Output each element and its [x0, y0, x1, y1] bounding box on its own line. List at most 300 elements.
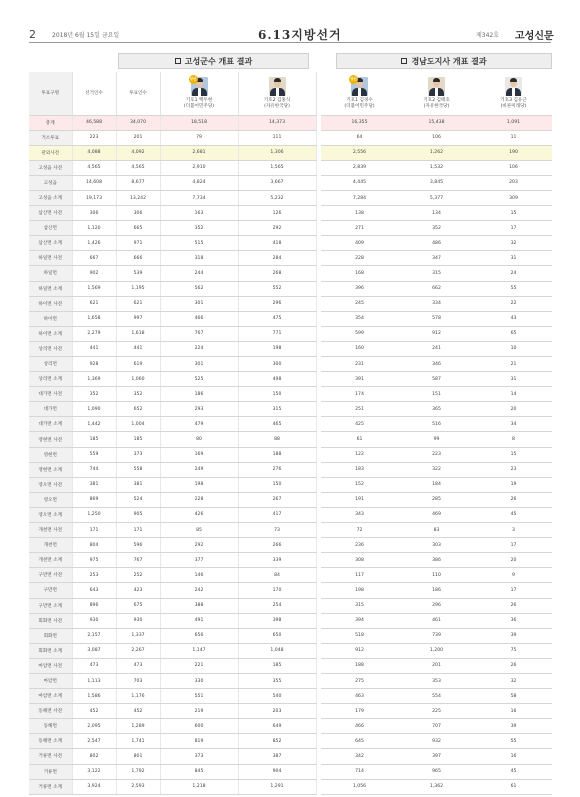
table-row — [29, 311, 316, 326]
table-row — [29, 538, 316, 553]
electors-cell: 441 — [72, 341, 116, 356]
district-cell: 거류면 소계 — [29, 779, 72, 794]
candidate2-votes-cell: 5,232 — [238, 190, 316, 205]
electors-cell: 4,565 — [72, 160, 116, 175]
table-row — [29, 749, 316, 764]
electors-cell: 2,095 — [72, 719, 116, 734]
candidate2-votes-cell: 5,377 — [398, 190, 475, 205]
candidate2-votes-cell: 417 — [238, 507, 316, 522]
candidate2-votes-cell: 14,373 — [238, 115, 316, 130]
candidate2-votes-cell: 461 — [398, 613, 475, 628]
district-cell: 구만면 소계 — [29, 598, 72, 613]
electors-cell: 3,924 — [72, 779, 116, 794]
candidate1-votes-cell: 64 — [321, 130, 398, 145]
candidate1-votes-cell: 394 — [321, 613, 398, 628]
electors-cell: 3,087 — [72, 643, 116, 658]
candidate3-votes-cell: 32 — [475, 236, 552, 251]
candidate2-votes-cell: 1,048 — [238, 643, 316, 658]
electors-cell: 2,279 — [72, 326, 116, 341]
candidate2-votes-cell: 1,306 — [238, 145, 316, 160]
candidate1-votes-cell: 244 — [160, 266, 238, 281]
table-row — [321, 402, 552, 417]
candidate2-votes-cell: 225 — [398, 704, 475, 719]
right-banner — [336, 53, 552, 69]
electors-cell: 1,569 — [72, 281, 116, 296]
table-row — [29, 190, 316, 205]
district-cell: 회화면 — [29, 628, 72, 643]
candidate1-votes-cell: 179 — [321, 704, 398, 719]
candidate2-votes-cell: 285 — [398, 492, 475, 507]
electors-cell: 46,588 — [72, 115, 116, 130]
district-cell: 대가면 소계 — [29, 417, 72, 432]
candidate1-votes-cell: 249 — [160, 462, 238, 477]
table-row — [29, 734, 316, 749]
table-row — [321, 281, 552, 296]
candidate1-votes-cell: 767 — [160, 326, 238, 341]
table-row — [321, 628, 552, 643]
candidate2-votes-cell: 387 — [238, 749, 316, 764]
candidate3-votes-cell: 21 — [475, 357, 552, 372]
candidate2-votes-cell: 266 — [238, 538, 316, 553]
candidate2-votes-cell: 469 — [398, 507, 475, 522]
district-cell: 고성읍 사전 — [29, 160, 72, 175]
candidate3-votes-cell: 58 — [475, 689, 552, 704]
candidate2-votes-cell: 578 — [398, 311, 475, 326]
candidate1-votes-cell: 7,284 — [321, 190, 398, 205]
voters-cell: 1,741 — [116, 734, 160, 749]
electors-cell: 1,090 — [72, 402, 116, 417]
candidate1-votes-cell: 72 — [321, 523, 398, 538]
voters-cell: 596 — [116, 538, 160, 553]
candidate1-votes-cell: 318 — [160, 251, 238, 266]
table-row — [29, 719, 316, 734]
table-row — [29, 130, 316, 145]
candidate2-votes-cell: 186 — [398, 583, 475, 598]
district-cell: 영오면 — [29, 492, 72, 507]
table-row — [29, 447, 316, 462]
candidate1-votes-cell: 426 — [160, 507, 238, 522]
candidate2-votes-cell: 201 — [398, 658, 475, 673]
table-row — [29, 689, 316, 704]
candidate2-votes-cell: 111 — [238, 130, 316, 145]
candidate1-votes-cell: 599 — [321, 326, 398, 341]
voters-cell: 1,337 — [116, 628, 160, 643]
candidate2-votes-cell: 1,362 — [398, 779, 475, 794]
candidate2-votes-cell: 1,291 — [238, 779, 316, 794]
candidate3-votes-cell: 106 — [475, 160, 552, 175]
candidate2-votes-cell: 170 — [238, 583, 316, 598]
table-row — [321, 130, 552, 145]
candidate1-votes-cell: 242 — [160, 583, 238, 598]
electors-cell: 253 — [72, 568, 116, 583]
voters-cell: 905 — [116, 507, 160, 522]
candidate1-votes-cell: 228 — [321, 251, 398, 266]
table-row — [29, 402, 316, 417]
candidate-name: 백두현 — [198, 97, 213, 103]
candidate3-votes-cell: 34 — [475, 417, 552, 432]
table-row — [321, 477, 552, 492]
candidate1-votes-cell: 645 — [321, 734, 398, 749]
electors-cell: 744 — [72, 462, 116, 477]
candidate2-votes-cell: 852 — [238, 734, 316, 749]
electors-cell: 930 — [72, 613, 116, 628]
table-row — [321, 357, 552, 372]
table-row — [29, 523, 316, 538]
table-row — [321, 538, 552, 553]
candidate2-votes-cell: 300 — [238, 357, 316, 372]
candidate1-votes-cell: 1,147 — [160, 643, 238, 658]
candidate1-votes-cell: 275 — [321, 673, 398, 688]
table-row — [29, 281, 316, 296]
candidate3-votes-cell: 31 — [475, 251, 552, 266]
table-row — [29, 568, 316, 583]
candidate2-votes-cell: 339 — [238, 553, 316, 568]
voters-cell: 1,004 — [116, 417, 160, 432]
candidate1-votes-cell: 61 — [321, 432, 398, 447]
voters-cell: 8,677 — [116, 175, 160, 190]
elected-badge-icon: 당선 — [189, 75, 198, 84]
table-row — [321, 190, 552, 205]
table-row — [321, 704, 552, 719]
table-row — [29, 326, 316, 341]
candidate-header — [321, 72, 398, 115]
table-row — [321, 341, 552, 356]
candidate3-votes-cell: 23 — [475, 462, 552, 477]
candidate3-votes-cell: 16 — [475, 749, 552, 764]
candidate1-votes-cell: 819 — [160, 734, 238, 749]
table-row — [321, 613, 552, 628]
candidate2-votes-cell: 965 — [398, 764, 475, 779]
candidate1-votes-cell: 391 — [321, 372, 398, 387]
candidate1-votes-cell: 4,445 — [321, 175, 398, 190]
voters-cell: 665 — [116, 221, 160, 236]
candidate1-votes-cell: 551 — [160, 689, 238, 704]
candidate1-votes-cell: 293 — [160, 402, 238, 417]
table-row — [321, 719, 552, 734]
table-row — [29, 673, 316, 688]
candidate1-votes-cell: 1,056 — [321, 779, 398, 794]
electors-cell: 804 — [72, 538, 116, 553]
table-row — [321, 779, 552, 794]
candidate2-votes-cell: 707 — [398, 719, 475, 734]
candidate3-votes-cell: 32 — [475, 673, 552, 688]
candidate2-votes-cell: 198 — [238, 341, 316, 356]
table-row — [321, 221, 552, 236]
table-row — [29, 643, 316, 658]
electors-cell: 2,157 — [72, 628, 116, 643]
table-row — [29, 341, 316, 356]
candidate3-votes-cell: 190 — [475, 145, 552, 160]
candidate1-votes-cell: 330 — [160, 673, 238, 688]
candidate2-votes-cell: 346 — [398, 357, 475, 372]
voters-cell: 2,267 — [116, 643, 160, 658]
candidate-header — [475, 72, 552, 115]
candidate2-votes-cell: 365 — [398, 402, 475, 417]
candidate2-votes-cell: 353 — [398, 673, 475, 688]
district-cell: 관외사전 — [29, 145, 72, 160]
candidate1-votes-cell: 301 — [160, 296, 238, 311]
table-header-row — [321, 72, 552, 115]
candidate2-votes-cell: 241 — [398, 341, 475, 356]
table-row — [321, 266, 552, 281]
candidate1-votes-cell: 525 — [160, 372, 238, 387]
district-cell: 영현면 사전 — [29, 432, 72, 447]
table-row — [29, 492, 316, 507]
candidate1-votes-cell: 18,518 — [160, 115, 238, 130]
candidate1-votes-cell: 198 — [160, 477, 238, 492]
district-cell: 고성읍 — [29, 175, 72, 190]
electors-cell: 381 — [72, 477, 116, 492]
candidate2-votes-cell: 347 — [398, 251, 475, 266]
candidate1-votes-cell: 343 — [321, 507, 398, 522]
candidate2-votes-cell: 771 — [238, 326, 316, 341]
candidate1-votes-cell: 714 — [321, 764, 398, 779]
table-row — [321, 447, 552, 462]
table-row — [29, 613, 316, 628]
candidate3-votes-cell: 11 — [475, 130, 552, 145]
electors-cell: 306 — [72, 206, 116, 221]
table-row — [321, 764, 552, 779]
table-row — [321, 523, 552, 538]
voters-cell: 675 — [116, 598, 160, 613]
electors-cell: 643 — [72, 583, 116, 598]
candidate2-votes-cell: 1,200 — [398, 643, 475, 658]
candidate2-votes-cell: 540 — [238, 689, 316, 704]
candidate1-votes-cell: 271 — [321, 221, 398, 236]
district-cell: 거류면 사전 — [29, 749, 72, 764]
table-row — [321, 206, 552, 221]
candidate3-votes-cell: 3 — [475, 523, 552, 538]
candidate2-votes-cell: 475 — [238, 311, 316, 326]
candidate1-votes-cell: 342 — [321, 749, 398, 764]
district-cell: 하일면 소계 — [29, 281, 72, 296]
candidate2-votes-cell: 650 — [238, 628, 316, 643]
table-row — [29, 206, 316, 221]
candidate3-votes-cell: 20 — [475, 402, 552, 417]
page-number: 2 — [29, 28, 36, 41]
candidate2-votes-cell: 203 — [238, 704, 316, 719]
candidate1-votes-cell: 463 — [321, 689, 398, 704]
candidate3-votes-cell: 45 — [475, 764, 552, 779]
candidate2-votes-cell: 1,565 — [238, 160, 316, 175]
candidate2-votes-cell: 498 — [238, 372, 316, 387]
candidate1-votes-cell: 80 — [160, 432, 238, 447]
county-mayor-results-table — [29, 72, 317, 795]
candidate3-votes-cell: 55 — [475, 734, 552, 749]
candidate1-votes-cell: 168 — [321, 266, 398, 281]
electors-cell: 869 — [72, 492, 116, 507]
district-cell: 하일면 사전 — [29, 251, 72, 266]
voters-cell: 4,565 — [116, 160, 160, 175]
table-row — [321, 145, 552, 160]
voters-cell: 4,092 — [116, 145, 160, 160]
table-row — [321, 598, 552, 613]
candidate3-votes-cell: 61 — [475, 779, 552, 794]
candidate3-votes-cell: 203 — [475, 175, 552, 190]
candidate-party: (자유한국당) — [264, 103, 290, 109]
candidate1-votes-cell: 198 — [321, 583, 398, 598]
candidate1-votes-cell: 491 — [160, 613, 238, 628]
table-row — [321, 175, 552, 190]
candidate1-votes-cell: 479 — [160, 417, 238, 432]
district-cell: 상리면 사전 — [29, 341, 72, 356]
candidate-number: 기호1 — [346, 97, 358, 103]
electors-cell: 802 — [72, 749, 116, 764]
table-row — [321, 689, 552, 704]
table-row — [321, 658, 552, 673]
candidate2-votes-cell: 465 — [238, 417, 316, 432]
candidate-name: 김홍식 — [276, 97, 291, 103]
voters-cell: 423 — [116, 583, 160, 598]
electors-cell: 4,088 — [72, 145, 116, 160]
candidate1-votes-cell: 2,681 — [160, 145, 238, 160]
candidate3-votes-cell: 309 — [475, 190, 552, 205]
governor-results-table — [321, 72, 552, 795]
district-cell: 하이면 — [29, 311, 72, 326]
candidate2-votes-cell: 662 — [398, 281, 475, 296]
candidate1-votes-cell: 845 — [160, 764, 238, 779]
table-row — [321, 236, 552, 251]
table-row — [321, 387, 552, 402]
district-cell: 마암면 소계 — [29, 689, 72, 704]
candidate2-votes-cell: 315 — [398, 266, 475, 281]
candidate2-votes-cell: 185 — [238, 658, 316, 673]
candidate-party: (자유한국당) — [423, 103, 450, 109]
candidate3-votes-cell: 1,091 — [475, 115, 552, 130]
voters-cell: 1,060 — [116, 372, 160, 387]
candidate-party: (바른미래당) — [500, 103, 527, 109]
district-cell: 거소투표 — [29, 130, 72, 145]
candidate1-votes-cell: 122 — [321, 447, 398, 462]
electors-cell: 1,426 — [72, 236, 116, 251]
candidate2-votes-cell: 3,845 — [398, 175, 475, 190]
candidate1-votes-cell: 152 — [321, 477, 398, 492]
candidate2-votes-cell: 73 — [238, 523, 316, 538]
candidate3-votes-cell: 75 — [475, 643, 552, 658]
col-header-voters: 투표인수 — [116, 72, 160, 115]
district-cell: 고성읍 소계 — [29, 190, 72, 205]
electors-cell: 1,658 — [72, 311, 116, 326]
candidate2-votes-cell: 84 — [238, 568, 316, 583]
candidate2-votes-cell: 267 — [238, 492, 316, 507]
candidate-name: 김유근 — [513, 97, 527, 103]
candidate2-votes-cell: 1,262 — [398, 145, 475, 160]
section-title: 6.13지방선거 — [258, 28, 342, 42]
table-row — [321, 462, 552, 477]
district-cell: 마암면 사전 — [29, 658, 72, 673]
col-header-district: 투표구명 — [29, 72, 72, 115]
table-row — [321, 749, 552, 764]
candidate2-votes-cell: 739 — [398, 628, 475, 643]
voters-cell: 767 — [116, 553, 160, 568]
table-row — [29, 507, 316, 522]
table-row — [29, 779, 316, 794]
table-header-row — [29, 72, 316, 115]
table-row — [321, 251, 552, 266]
voters-cell: 171 — [116, 523, 160, 538]
candidate2-votes-cell: 276 — [238, 462, 316, 477]
candidate3-votes-cell: 17 — [475, 538, 552, 553]
candidate3-votes-cell: 26 — [475, 492, 552, 507]
candidate2-votes-cell: 386 — [398, 553, 475, 568]
candidate-header — [398, 72, 475, 115]
candidate2-votes-cell: 188 — [238, 447, 316, 462]
candidate3-votes-cell: 45 — [475, 507, 552, 522]
electors-cell: 185 — [72, 432, 116, 447]
candidate-photo — [428, 77, 445, 96]
candidate3-votes-cell: 8 — [475, 432, 552, 447]
district-cell: 하이면 사전 — [29, 296, 72, 311]
candidate2-votes-cell: 110 — [398, 568, 475, 583]
candidate2-votes-cell: 352 — [398, 221, 475, 236]
candidate1-votes-cell: 377 — [160, 553, 238, 568]
district-cell: 총계 — [29, 115, 72, 130]
candidate2-votes-cell: 126 — [238, 206, 316, 221]
square-bullet-icon — [175, 58, 181, 64]
electors-cell: 171 — [72, 523, 116, 538]
candidate1-votes-cell: 912 — [321, 643, 398, 658]
electors-cell: 2,547 — [72, 734, 116, 749]
electors-cell: 621 — [72, 296, 116, 311]
candidate2-votes-cell: 322 — [398, 462, 475, 477]
candidate1-votes-cell: 251 — [321, 402, 398, 417]
candidate2-votes-cell: 355 — [238, 673, 316, 688]
candidate2-votes-cell: 552 — [238, 281, 316, 296]
candidate1-votes-cell: 315 — [321, 598, 398, 613]
table-row — [29, 583, 316, 598]
district-cell: 동해면 — [29, 719, 72, 734]
voters-cell: 2,593 — [116, 779, 160, 794]
voters-cell: 13,242 — [116, 190, 160, 205]
electors-cell: 223 — [72, 130, 116, 145]
candidate2-votes-cell: 397 — [398, 749, 475, 764]
voters-cell: 703 — [116, 673, 160, 688]
candidate2-votes-cell: 932 — [398, 734, 475, 749]
candidate2-votes-cell: 516 — [398, 417, 475, 432]
candidate1-votes-cell: 562 — [160, 281, 238, 296]
electors-cell: 19,173 — [72, 190, 116, 205]
candidate3-votes-cell: 15 — [475, 447, 552, 462]
candidate3-votes-cell: 19 — [475, 477, 552, 492]
candidate1-votes-cell: 245 — [321, 296, 398, 311]
candidate2-votes-cell: 83 — [398, 523, 475, 538]
table-row — [321, 643, 552, 658]
district-cell: 거류면 — [29, 764, 72, 779]
left-banner — [118, 53, 309, 69]
voters-cell: 1,176 — [116, 689, 160, 704]
candidate3-votes-cell: 36 — [475, 613, 552, 628]
candidate1-votes-cell: 4,824 — [160, 175, 238, 190]
table-row — [321, 372, 552, 387]
voters-cell: 971 — [116, 236, 160, 251]
left-banner-title: 고성군수 개표 결과 — [184, 56, 253, 66]
candidate2-votes-cell: 292 — [238, 221, 316, 236]
candidate1-votes-cell: 656 — [160, 628, 238, 643]
table-row — [29, 296, 316, 311]
issue-number: 제342호 — [476, 32, 500, 39]
candidate1-votes-cell: 169 — [160, 447, 238, 462]
candidate1-votes-cell: 191 — [321, 492, 398, 507]
candidate1-votes-cell: 515 — [160, 236, 238, 251]
candidate1-votes-cell: 466 — [321, 719, 398, 734]
candidate1-votes-cell: 425 — [321, 417, 398, 432]
candidate3-votes-cell: 9 — [475, 568, 552, 583]
candidate1-votes-cell: 188 — [321, 658, 398, 673]
table-row — [321, 673, 552, 688]
electors-cell: 1,250 — [72, 507, 116, 522]
district-cell: 동해면 소계 — [29, 734, 72, 749]
voters-cell: 306 — [116, 206, 160, 221]
